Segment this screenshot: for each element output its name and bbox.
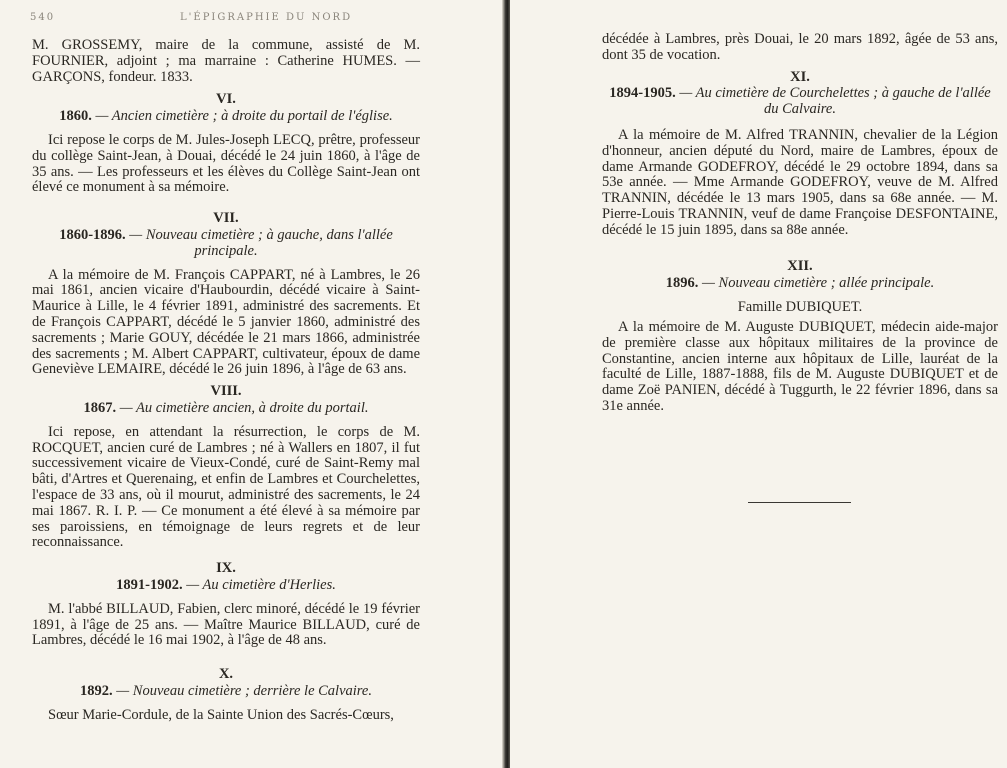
section-text: A la mémoire de M. Alfred TRANNIN, chevalier de la Légion d'honneur, ancien député du Nord, maire de Lambres, époux de dame Armande GODEFROY, décédé le 29 octobre 1894, dans sa 53e année. — Mme Armande GODEFROY, veuve de M. Alfred TRANNIN, décédée le 13 mars 1905, dans sa 68e année. — M. Pierre-Louis TRANNIN, veuf de dame Françoise DESFONTAINE, décédé le 15 juin 1895, dans sa 88e année. (602, 126, 998, 238)
section-location: — Au cimetière de Courchelettes ; à gauche de l'allée du Calvaire. (675, 85, 991, 118)
section-date: 1867. (83, 399, 117, 416)
section-text: Ici repose, en attendant la résurrection, le corps de M. ROCQUET, ancien curé de Lambres ; né à Wallers en 1807, il fut successivement vicaire de Vieux-Condé, curé de Saint-Remy mal bâti, d'Artres et Querenaing, et enfin de Lambres et Courchelettes, l'espace de 33 ans, où il mourut, administré des sacrements, le 24 mai 1867. R. I. P. — Ce monument a été élevé à sa mémoire par ses paroissiens, en témoignage de leurs regrets et de leur reconnaissance. (32, 423, 420, 551)
section-text: M. l'abbé BILLAUD, Fabien, clerc minoré, décédé le 19 février 1891, à l'âge de 25 ans. — Maître Maurice BILLAUD, curé de Lambres, décédé le 16 mai 1902, à l'âge de 48 ans. (32, 600, 420, 649)
section-text: Sœur Marie-Cordule, de la Sainte Union des Sacrés-Cœurs, (48, 706, 394, 723)
section-heading (602, 86, 998, 118)
family-subtitle: Famille DUBIQUET. (737, 299, 863, 316)
section-numeral: IX. (216, 560, 236, 577)
running-title: L'ÉPIGRAPHIE DU NORD (180, 12, 353, 23)
continuation-text: décédée à Lambres, près Douai, le 20 mars 1892, âgée de 53 ans, dont 35 de vocation. (602, 31, 998, 63)
section-heading (32, 401, 420, 417)
section-location: — Au cimetière d'Herlies. (182, 576, 336, 593)
section-numeral: X. (218, 666, 234, 683)
section-location: — Ancien cimetière ; à droite du portail de l'église. (91, 108, 393, 125)
section-heading (602, 276, 998, 292)
section-heading (32, 109, 420, 125)
section-date: 1894-1905. (609, 85, 676, 102)
section-heading (32, 684, 420, 700)
section-numeral: VIII. (210, 383, 242, 400)
section-date: 1860. (59, 108, 92, 125)
section-numeral: XI. (790, 68, 810, 85)
section-date: 1860-1896. (59, 226, 126, 243)
section-numeral: XII. (787, 257, 813, 274)
section-location: — Nouveau cimetière ; derrière le Calvaire. (112, 682, 372, 699)
page-number: 540 (30, 12, 56, 23)
section-date: 1892. (80, 682, 113, 699)
section-text: A la mémoire de M. Auguste DUBIQUET, médecin aide-major de première classe aux hôpitaux militaires de la province de Constantine, ancien interne aux hôpitaux de Lille, lauréat de la faculté de Lille, 1887-1888, fils de M. Auguste DUBIQUET et de dame Zoë PANIEN, décédé à Tuggurth, le 22 février 1896, dans sa 31e année. (602, 318, 998, 414)
section-heading (32, 228, 420, 260)
right-column (602, 32, 998, 415)
section-text: Ici repose le corps de M. Jules-Joseph LECQ, prêtre, professeur du collège Saint-Jean, à Douai, décédé le 24 juin 1860, à l'âge de 35 ans. — Les professeurs et les élèves du Collège Saint-Jean ont élevé ce monument à sa mémoire. (32, 131, 420, 196)
running-head (30, 12, 474, 26)
section-date: 1896. (665, 275, 699, 292)
section-numeral: VI. (216, 91, 236, 108)
section-location: — Nouveau cimetière ; à gauche, dans l'allée principale. (125, 226, 393, 259)
section-numeral: VII. (213, 210, 239, 227)
right-page (510, 0, 1007, 768)
section-date: 1891-1902. (116, 576, 183, 593)
section-location: — Au cimetière ancien, à droite du portail. (116, 399, 369, 416)
continuation-text: M. GROSSEMY, maire de la commune, assisté de M. FOURNIER, adjoint ; ma marraine : Catherine HUMES. — GARÇONS, fondeur. 1833. (32, 37, 420, 85)
end-rule (748, 502, 851, 503)
section-heading (32, 578, 420, 594)
section-text: A la mémoire de M. François CAPPART, né à Lambres, le 26 mai 1861, ancien vicaire d'Haubourdin, décédé vicaire à Saint-Maurice à Lille, le 4 février 1891, administré des sacrements. Et de François CAPPART, décédé le 5 janvier 1860, administré des sacrements ; Marie GOUY, décédée le 21 mars 1866, administrée des sacrements ; M. Albert CAPPART, cultivateur, époux de dame Geneviève LEMAIRE, décédé le 26 juin 1896, à l'âge de 63 ans. (32, 266, 420, 378)
section-location: — Nouveau cimetière ; allée principale. (698, 275, 935, 292)
left-column (32, 38, 420, 723)
